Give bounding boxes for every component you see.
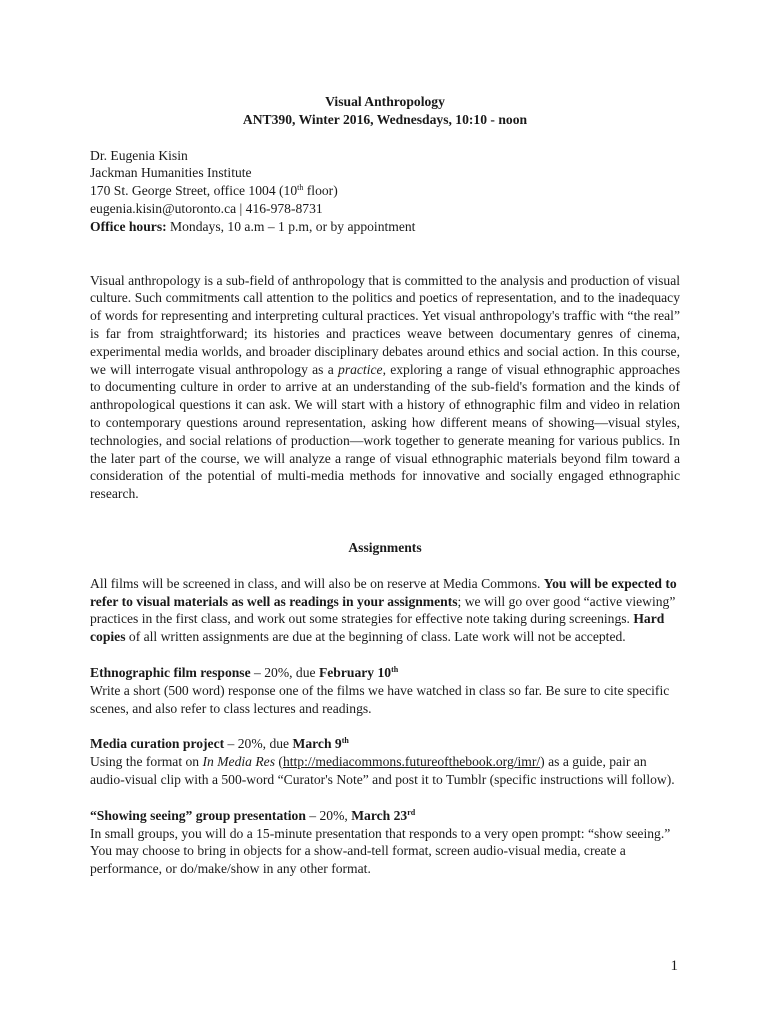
course-description: Visual anthropology is a sub-field of anthropology that is committed to the analysis and production of visual culture. Such commitments call attention to the politics and poetics of representation, and to the inadequacy of words for representing and interpreting cultural practices. Yet visual anthropology's traffic with “the real” is far from straightforward; its histories and practices weave between documentary genres of cinema, experimental media worlds, and broader disciplinary debates around ethics and social action. In this course, we will interrogate visual anthropology as a practice, exploring a range of visual ethnographic approaches to documenting culture in order to arrive at an understanding of the sub-field's formation and the kinds of anthropological questions it can ask. We will start with a history of ethnographic film and video in relation to contemporary questions around representation, asking how different means of showing—visual styles, technologies, and social relations of production—work together to generate meaning for various publics. In the later part of the course, we will analyze a range of visual ethnographic materials beyond film toward a consideration of the potential of multi-media methods for innovative and socially engaged ethnographic research. [90, 272, 680, 502]
instructor-name: Dr. Eugenia Kisin [90, 147, 188, 163]
assignment-description: In small groups, you will do a 15-minute presentation that responds to a very open prompt: “show seeing.” You may choose to bring in objects for a show-and-tell format, screen audio-visual media, create a performance, or do/make/show in any other format. [90, 825, 671, 877]
course-title: Visual Anthropology [325, 94, 445, 109]
assignment-title: Ethnographic film response – 20%, due February 10th [90, 664, 399, 680]
office-address: 170 St. George Street, office 1004 (10th floor) [90, 183, 338, 199]
assignment-item [90, 664, 680, 717]
office-hours: Office hours: Mondays, 10 a.m – 1 p.m, or by appointment [90, 218, 416, 234]
course-info: ANT390, Winter 2016, Wednesdays, 10:10 - noon [242, 111, 528, 127]
assignment-title: Media curation project – 20%, due March 9th [90, 736, 349, 752]
assignment-description: Write a short (500 word) response one of the films we have watched in class so far. Be sure to cite specific scenes, and also refer to class lectures and readings. [90, 682, 670, 716]
email-phone: eugenia.kisin@utoronto.ca | 416-978-8731 [90, 200, 323, 216]
institute-name: Jackman Humanities Institute [90, 165, 252, 181]
assignment-title: “Showing seeing” group presentation – 20%, March 23rd [90, 807, 416, 823]
document-page [90, 93, 680, 878]
in-media-res-link[interactable]: http://mediacommons.futureofthebook.org/imr/ [282, 754, 541, 770]
contact-block [90, 147, 680, 236]
assignment-item [90, 735, 680, 788]
assignments-intro: All films will be screened in class, and will also be on reserve at Media Commons. You will be expected to refer to visual materials as well as readings in your assignments; we will go over good “active viewing” practices in the first class, and work out some strategies for effective note taking during screenings. Hard copies of all written assignments are due at the beginning of class. Late work will not be accepted. [90, 575, 677, 645]
assignment-description: Using the format on In Media Res (http://mediacommons.futureofthebook.org/imr/) as a guide, pair an audio-visual clip with a 500-word “Curator's Note” and post it to Tumblr (specific instructions will follow). [90, 754, 675, 787]
assignment-item [90, 807, 680, 878]
page-number: 1 [670, 958, 678, 974]
assignments-heading: Assignments [348, 539, 422, 555]
